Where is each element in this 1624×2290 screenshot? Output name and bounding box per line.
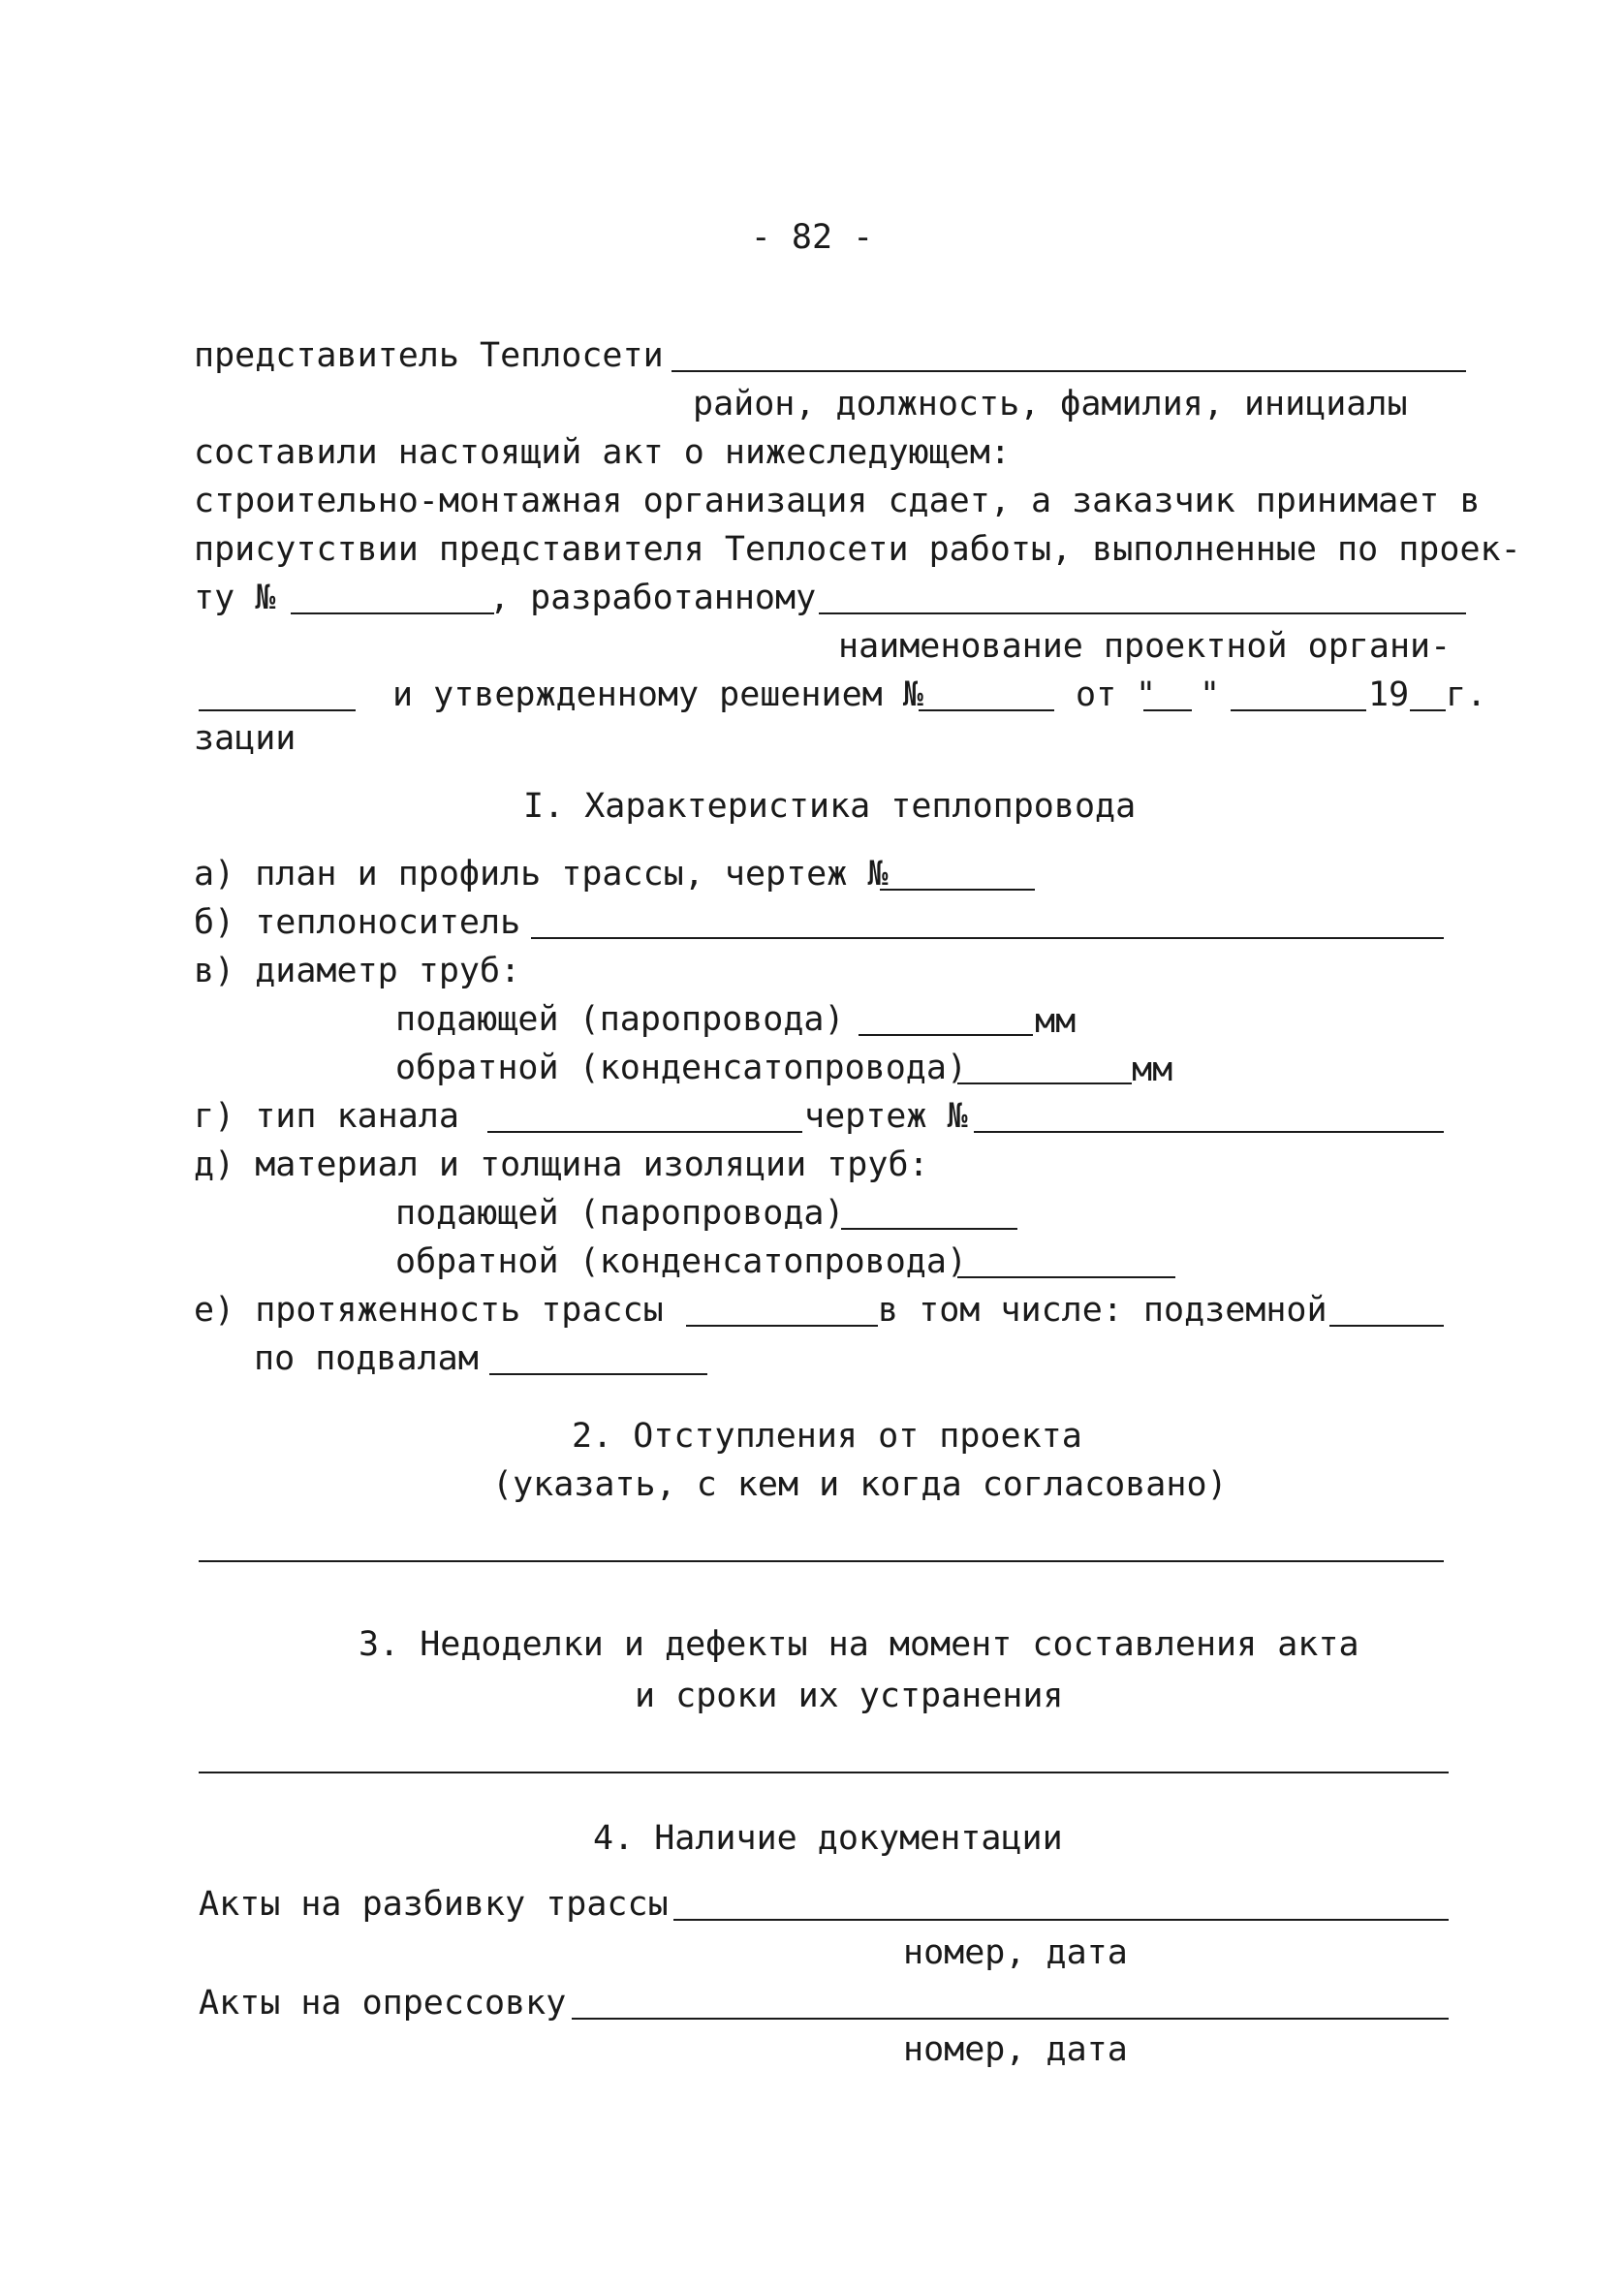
- page-number: - 82 -: [750, 218, 874, 257]
- org-caption-end: зации: [194, 719, 297, 758]
- quote-close: ": [1200, 675, 1221, 714]
- section3-title: 3. Недоделки и дефекты на момент составления акта: [359, 1625, 1359, 1664]
- acts-route-caption: номер, дата: [903, 1933, 1128, 1972]
- year-prefix: 19: [1368, 675, 1410, 714]
- item-d-supply: подающей (паропровода): [395, 1194, 845, 1233]
- year-suffix: г.: [1446, 675, 1487, 714]
- item-d-return-line: [957, 1276, 1175, 1278]
- intro-line-3: присутствии представителя Теплосети работы, выполненные по проек-: [194, 530, 1521, 569]
- item-e-basement: по подвалам: [254, 1339, 479, 1378]
- day-line: [1143, 709, 1192, 711]
- item-b: б) теплоноситель: [194, 903, 521, 942]
- item-v-return-unit: мм: [1132, 1051, 1173, 1089]
- section3-subtitle: и сроки их устранения: [635, 1677, 1064, 1715]
- item-b-line: [531, 937, 1444, 939]
- item-d: д) материал и толщина изоляции труб:: [194, 1145, 929, 1184]
- decision-number-line: [919, 709, 1054, 711]
- section1-title: I. Характеристика теплопровода: [523, 787, 1137, 826]
- item-g-drawing-line: [974, 1131, 1444, 1133]
- rep-label: представитель Теплосети: [194, 336, 664, 375]
- item-e: е) протяженность трассы: [194, 1291, 664, 1330]
- section2-subtitle: (указать, с кем и когда согласовано): [492, 1465, 1228, 1504]
- item-a-line: [880, 889, 1035, 891]
- acts-pressure-caption: номер, дата: [903, 2030, 1128, 2069]
- month-line: [1231, 709, 1366, 711]
- org-caption: наименование проектной органи-: [838, 627, 1452, 666]
- acts-route-label: Акты на разбивку трассы: [199, 1885, 669, 1924]
- section2-line: [199, 1560, 1444, 1562]
- section3-line: [199, 1772, 1449, 1773]
- intro-line-1: составили настоящий акт о нижеследующем:: [194, 433, 1011, 472]
- acts-route-line: [673, 1919, 1449, 1921]
- developer-line: [819, 612, 1466, 614]
- item-g: г) тип канала: [194, 1097, 459, 1136]
- item-g-line: [487, 1131, 802, 1133]
- item-e-line: [686, 1325, 878, 1327]
- item-a: а) план и профиль трассы, чертеж №: [194, 855, 889, 894]
- quote-open: ": [1136, 675, 1157, 714]
- year-line: [1410, 709, 1446, 711]
- item-g-drawing: чертеж №: [804, 1097, 968, 1136]
- rep-caption: район, должность, фамилия, инициалы: [693, 385, 1408, 423]
- developed-label: , разработанному: [489, 579, 817, 617]
- item-e-basement-line: [489, 1373, 707, 1375]
- acts-pressure-line: [572, 2018, 1449, 2020]
- project-prefix: ту №: [194, 579, 276, 617]
- section2-title: 2. Отступления от проекта: [572, 1417, 1082, 1456]
- item-v: в) диаметр труб:: [194, 952, 521, 990]
- acts-pressure-label: Акты на опрессовку: [199, 1984, 567, 2023]
- project-number-line: [291, 612, 494, 614]
- section4-title: 4. Наличие документации: [593, 1819, 1063, 1858]
- item-v-supply: подающей (паропровода): [395, 1000, 845, 1039]
- item-d-return: обратной (конденсатопровода): [395, 1242, 968, 1281]
- item-v-supply-unit: мм: [1035, 1002, 1077, 1041]
- item-d-supply-line: [841, 1228, 1017, 1230]
- from-label: от: [1076, 675, 1117, 714]
- item-v-return-line: [957, 1082, 1132, 1084]
- org-continuation-line: [199, 709, 356, 711]
- approved-label: и утвержденному решением №: [392, 675, 923, 714]
- intro-line-2: строительно-монтажная организация сдает, а заказчик принимает в: [194, 482, 1481, 520]
- item-v-return: обратной (конденсатопровода): [395, 1049, 968, 1087]
- item-e-underground-line: [1329, 1325, 1444, 1327]
- rep-fill-line: [671, 370, 1466, 372]
- item-e-incl: в том числе: подземной: [878, 1291, 1327, 1330]
- item-v-supply-line: [859, 1034, 1033, 1036]
